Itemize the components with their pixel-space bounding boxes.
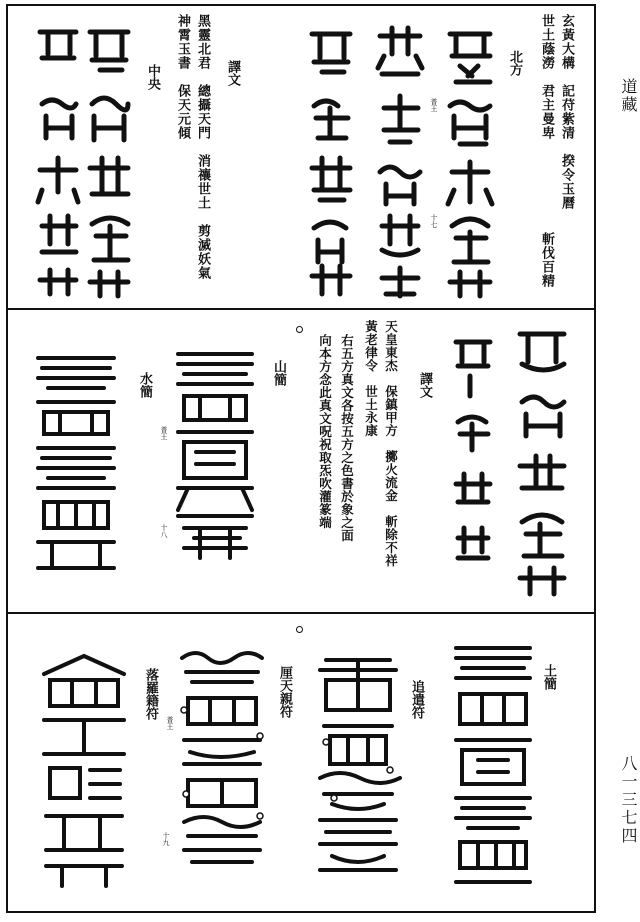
water-talisman [28, 348, 124, 578]
translation-label: 譯文 [417, 372, 432, 398]
translation-column-3: 右五方真文各按五方之色書於象之面 [339, 334, 355, 542]
translation-column-4: 向本方念此真文呪祝取炁吹灌篆端 [317, 334, 333, 529]
north-label: 北方 [507, 50, 522, 76]
fall-talisman [36, 648, 132, 894]
earth-label: 土簡 [541, 664, 556, 690]
tiny-mark: 普王 [430, 98, 438, 112]
mountain-label: 山簡 [271, 360, 286, 386]
translation-label: 譯文 [225, 60, 240, 86]
circle-mark [296, 626, 303, 633]
seal-column-1 [448, 34, 492, 296]
tiny-mark: 普王 [160, 426, 168, 440]
pursuit-label: 追遣符 [409, 680, 424, 719]
translation-column-2: 黃老律令 世土永康 [363, 320, 379, 437]
top-seal-script [300, 12, 505, 302]
seal-column-2 [378, 28, 422, 296]
circle-mark [296, 326, 303, 333]
section-divider-top [6, 308, 596, 310]
page-number: 八一三七四 [619, 755, 638, 845]
section-divider-bottom [6, 612, 596, 614]
annotation-column-3: 斬伐百精 [539, 232, 554, 288]
book-title: 道藏 [619, 78, 638, 114]
tiny-mark: 普王 [166, 716, 174, 730]
mountain-talisman [170, 340, 260, 565]
annotation-column-2: 世土蔭澇 君主曼卑 [539, 14, 554, 140]
middle-seal-script [440, 318, 580, 602]
translation-column-1: 天皇東杰 保鎮甲方 擲火流金 斬除不祥 [383, 320, 399, 567]
escort-label: 厘天親符 [277, 666, 292, 718]
translation-column-1: 黑靈北君 總攝天門 消禳世土 剪滅妖氣 [195, 14, 210, 280]
center-label: 中央 [145, 64, 160, 90]
center-seal-script [30, 12, 140, 302]
earth-talisman [448, 636, 538, 898]
tiny-mark: 十八 [160, 524, 168, 538]
tiny-mark: 十七 [430, 214, 438, 228]
pursuit-talisman [312, 648, 404, 878]
escort-talisman [176, 644, 268, 876]
water-label: 水簡 [137, 372, 152, 398]
fall-label: 落羅籍符 [143, 668, 158, 720]
seal-column-3 [312, 34, 350, 294]
annotation-column-1: 玄黃大構 記苻紫清 揆令玉曆 [559, 14, 574, 210]
tiny-mark: 十九 [162, 832, 170, 846]
translation-column-2: 神霄玉書 保天元傾 [175, 14, 190, 140]
